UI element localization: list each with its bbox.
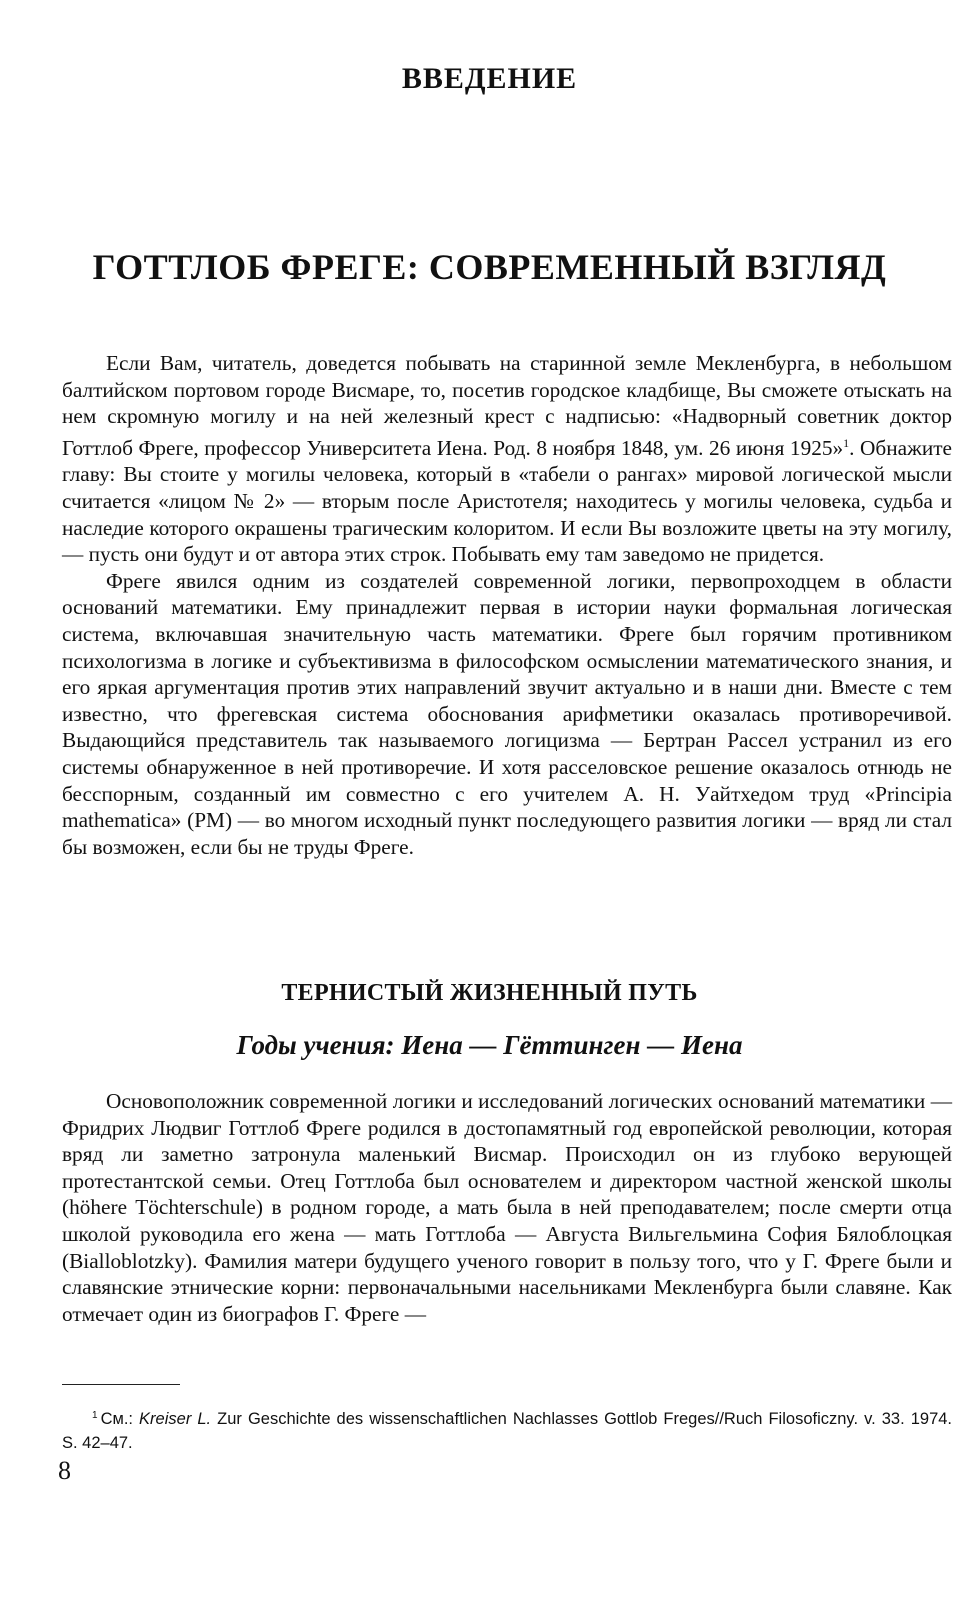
footnote-divider (62, 1384, 180, 1385)
chapter-title: ГОТТЛОБ ФРЕГЕ: СОВРЕМЕННЫЙ ВЗГЛЯД (92, 247, 887, 287)
footnote-prefix: См.: (100, 1410, 140, 1428)
paragraph-1-start: Если Вам, читатель, доведется побывать на старинной земле Мекленбурга, в небольшом балтийском портовом городе Висмаре, то, посетив городское кладбище, Вы сможете отыскать на нем скромную могилу и на ней железный крест с надписью: «Надворный советник доктор Готтлоб Фреге, профессор Университета Иена. Род. 8 ноября 1848, ум. 26 июня 1925» (62, 351, 952, 460)
paragraph-1 (62, 350, 952, 568)
biography-text (62, 1088, 952, 1327)
section-heading: ВВЕДЕНИЕ (401, 62, 578, 95)
subheading: ТЕРНИСТЫЙ ЖИЗНЕННЫЙ ПУТЬ (281, 980, 698, 1006)
paragraph-2: Фреге явился одним из создателей современной логики, первопроходцем в области оснований математики. Ему принадлежит первая в истории науки формальная логическая система, включавшая значительную часть математики. Фреге был горячим противником психологизма в логике и субъективизма в философском осмыслении математического знания, и его яркая аргументация против этих направлений звучит актуально и в наши дни. Вместе с тем известно, что фрегевская система обоснования арифметики оказалась противоречивой. Выдающийся представитель так называемого логицизма — Бертран Рассел устранил из его системы обнаруженное в ней противоречие. И хотя расселовское решение оказалось отнюдь не бесспорным, созданный им совместно с его учителем А. Н. Уайтхедом труд «Principia mathematica» (PM) — во многом исходный пункт последующего развития логики — вряд ли стал бы возможен, если бы не труды Фреге. (62, 568, 952, 859)
intro-text (62, 350, 952, 860)
footnote-author: Kreiser L. (139, 1410, 212, 1428)
paragraph-1-end: . Обнажите главу: Вы стоите у могилы человека, который в «табели о рангах» мировой логической мысли считается «лицом № 2» — вторым после Аристотеля; находитесь у могилы человека, судьба и наследие которого окрашены трагическим колоритом. И если Вы возложите цветы на эту могилу, — пусть они будут и от автора этих строк. Побывать ему там заведомо не придется. (62, 435, 952, 567)
footnote-marker: 1 (92, 1410, 98, 1421)
subsubheading: Годы учения: Иена — Гёттинген — Иена (236, 1030, 743, 1060)
footnote-text: Zur Geschichte des wissenschaftlichen Nachlasses Gottlob Freges//Ruch Filosoficzny. v. 33. 1974. S. 42–47. (62, 1410, 953, 1452)
footnote-ref: 1 (843, 435, 850, 450)
page-number: 8 (58, 1456, 71, 1485)
footnote (62, 1404, 952, 1455)
paragraph-3: Основоположник современной логики и исследований логических оснований математики — Фридрих Людвиг Готтлоб Фреге родился в достопамятный год европейской революции, которая вряд ли заметно затронула маленький Висмар. Происходил он из глубоко верующей протестантской семьи. Отец Готтлоба был основателем и директором частной женской школы (höhere Töchterschule) в родном городе, а мать была в ней преподавателем; после смерти отца школой руководила его жена — мать Готтлоба — Августа Вильгельмина София Бялоблоцкая (Bialloblotzky). Фамилия матери будущего ученого говорит в пользу того, что у Г. Фреге были и славянские этнические корни: первоначальными насельниками Мекленбурга были славяне. Как отмечает один из биографов Г. Фреге — (62, 1089, 952, 1326)
